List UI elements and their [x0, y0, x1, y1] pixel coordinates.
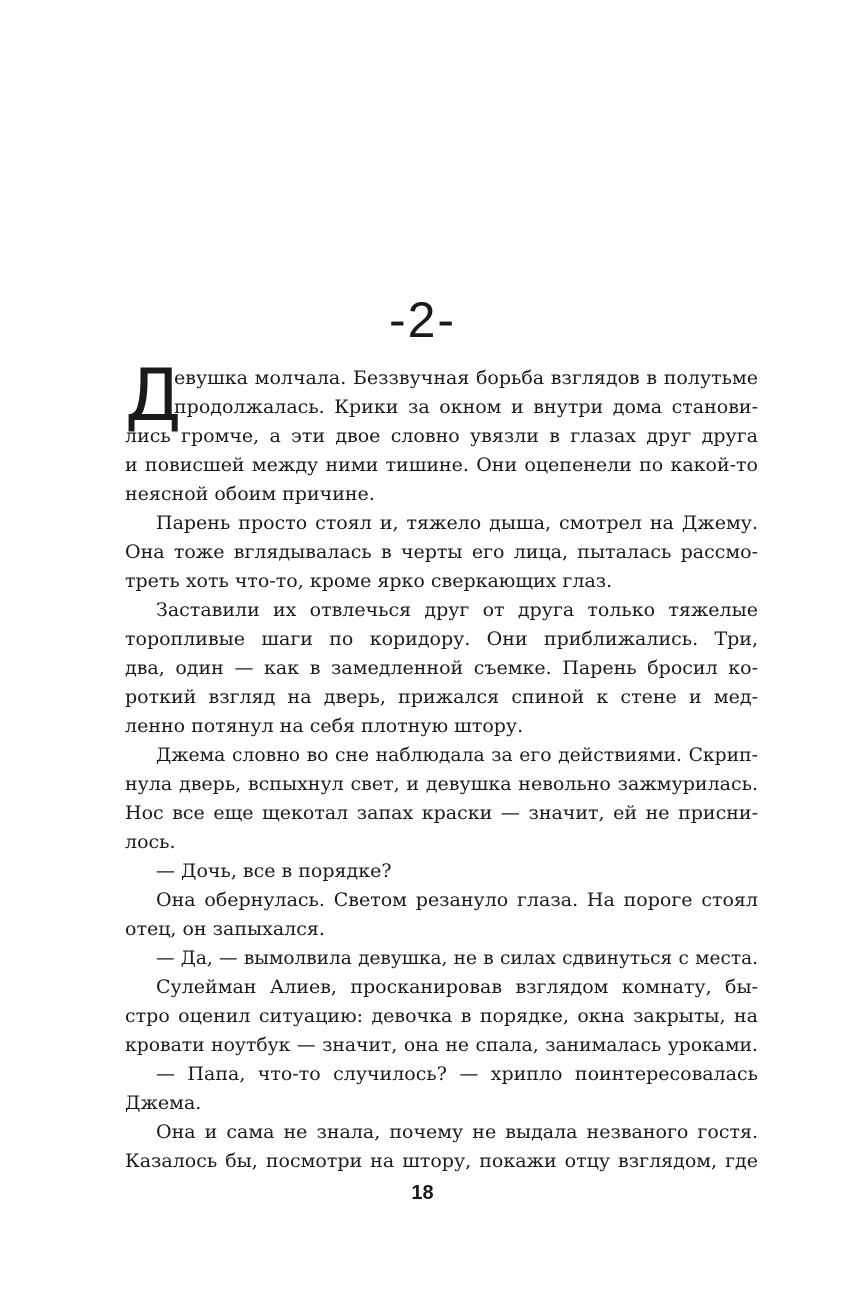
text-line: Парень просто стоял и, тяжело дыша, смотрел на Джему. — [156, 512, 758, 534]
text-line: Она обернулась. Светом резануло глаза. На пороге стоял — [156, 889, 758, 911]
page-number: 18 — [411, 1182, 434, 1204]
text-line: Заставили их отвлечься друг от друга только тяжелые — [156, 599, 758, 621]
text-line: продолжалась. Крики за окном и внутри дома станови- — [174, 396, 758, 418]
text-line: Сулейман Алиев, просканировав взглядом комнату, бы- — [156, 976, 758, 998]
text-line: Казалось бы, посмотри на штору, покажи отцу взглядом, где — [125, 1150, 758, 1172]
text-line: ленно потянул на себя плотную штору. — [125, 715, 524, 737]
text-line: стро оценил ситуацию: девочка в порядке, окна закрыты, на — [125, 1005, 758, 1027]
text-line: торопливые шаги по коридору. Они приближались. Три, — [125, 628, 758, 650]
chapter-heading: -2- — [388, 292, 457, 348]
text-line: — Папа, что-то случилось? — хрипло поинтересовалась — [156, 1063, 758, 1085]
text-line: лись громче, а эти двое словно увязли в глазах друг друга — [125, 425, 758, 447]
text-line: кровати ноутбук — значит, она не спала, занималась уроками. — [125, 1035, 758, 1056]
text-line: и повисшей между ними тишине. Они оцепенели по какой-то — [125, 454, 758, 476]
text-line: евушка молчала. Беззвучная борьба взглядов в полутьме — [174, 367, 758, 389]
text-line: нула дверь, вспыхнул свет, и девушка невольно зажмурилась. — [125, 773, 758, 795]
text-line: — Да, — вымолвила девушка, не в силах сдвинуться с места. — [156, 948, 758, 969]
text-line: неясной обоим причине. — [125, 483, 375, 505]
body-text — [125, 353, 758, 1176]
drop-cap: Д — [125, 353, 182, 437]
text-line: два, один — как в замедленной съемке. Парень бросил ко- — [125, 657, 758, 679]
text-line: Джема словно во сне наблюдала за его действиями. Скрип- — [156, 745, 758, 766]
text-line: Нос все еще щекотал запах краски — значит, ей не присни- — [125, 802, 758, 824]
text-line: отец, он запыхался. — [125, 918, 325, 940]
text-line: Она тоже вглядывалась в черты его лица, пыталась рассмо- — [125, 541, 758, 563]
text-line: Джема. — [125, 1092, 202, 1114]
text-line: роткий взгляд на дверь, прижался спиной к стене и мед- — [125, 686, 758, 708]
text-line: Она и сама не знала, почему не выдала незваного гостя. — [156, 1121, 758, 1143]
text-line: треть хоть что-то, кроме ярко сверкающих глаз. — [125, 570, 613, 592]
text-line: — Дочь, все в порядке? — [156, 860, 392, 882]
text-line: лось. — [125, 831, 176, 853]
